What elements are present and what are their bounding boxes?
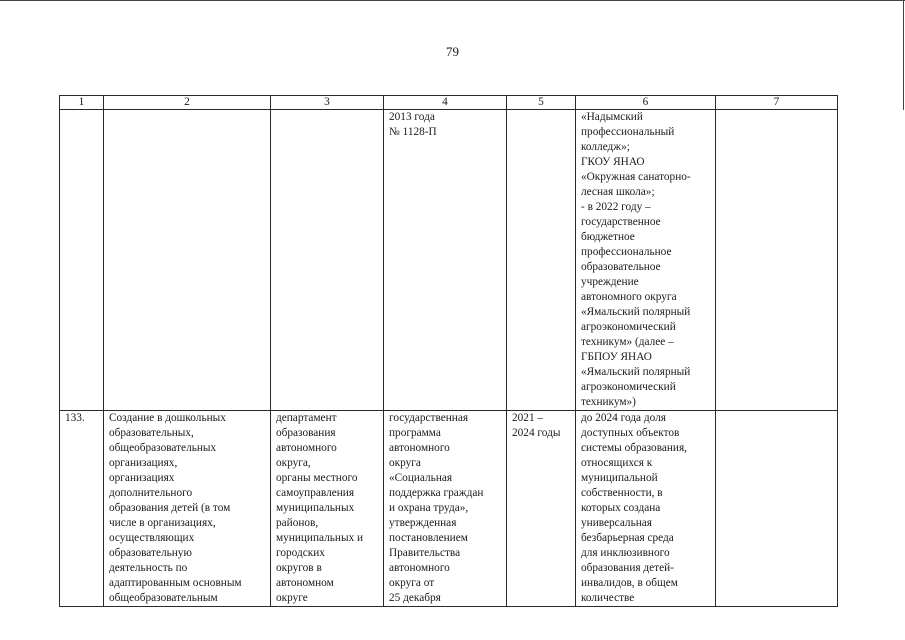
column-header: 2 [104,96,271,110]
cell-measure: Создание в дошкольных образовательных, общеобразовательных организациях, организациях дополнительного образования детей (в том числе в организациях, осуществляющих образовательную деятельность по адаптированным основным общеобразовательным [104,411,271,607]
page-number: 79 [446,44,459,59]
column-header: 4 [384,96,507,110]
cell-result: до 2024 года доля доступных объектов системы образования, относящихся к муниципальной собственности, в которых создана универсальная безбарьерная среда для инклюзивного образования детей- инвалидов, в общем количестве [576,411,716,607]
table-row [60,110,838,411]
column-header: 7 [716,96,838,110]
cell-number [60,110,104,411]
cell-document: государственная программа автономного округа «Социальная поддержка граждан и охрана труда», утвержденная постановлением Правительства автономного округа от 25 декабря [384,411,507,607]
cell-notes [716,110,838,411]
column-header: 5 [507,96,576,110]
cell-period [507,110,576,411]
document-table [59,95,838,607]
cell-number: 133. [60,411,104,607]
cell-measure [104,110,271,411]
cell-document: 2013 года № 1128-П [384,110,507,411]
cell-responsible [271,110,384,411]
table-row [60,411,838,607]
scan-edge-top [0,0,905,1]
table-header-row [60,96,838,110]
cell-period: 2021 – 2024 годы [507,411,576,607]
cell-responsible: департамент образования автономного округа, органы местного самоуправления муниципальных районов, муниципальных и городских округов в автономном округе [271,411,384,607]
column-header: 1 [60,96,104,110]
cell-notes [716,411,838,607]
column-header: 3 [271,96,384,110]
cell-result: «Надымский профессиональный колледж»; ГКОУ ЯНАО «Окружная санаторно- лесная школа»; - в 2022 году – государственное бюджетное профессиональное образовательное учреждение автономного округа «Ямальский полярный агроэкономический техникум» (далее – ГБПОУ ЯНАО «Ямальский полярный агроэкономический техникум») [576,110,716,411]
column-header: 6 [576,96,716,110]
